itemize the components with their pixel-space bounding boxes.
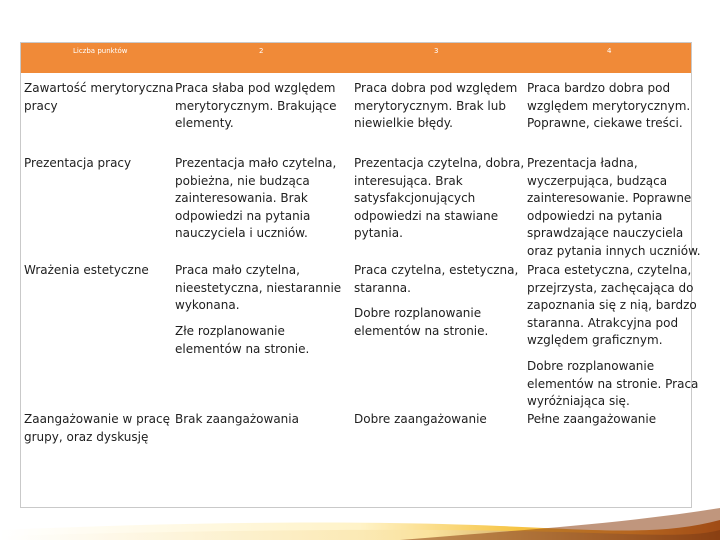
row3-score-2b xyxy=(175,323,309,358)
criterion-aesthetics xyxy=(24,262,149,280)
text-line: nauczyciela i uczniów. xyxy=(175,226,308,240)
header-score-4: 4 xyxy=(607,47,612,55)
text-line: pytania. xyxy=(354,226,403,240)
text-line: staranna. xyxy=(354,280,411,295)
row3-score-2a xyxy=(175,262,341,315)
text-line: Dobre rozplanowanie xyxy=(527,359,655,373)
table-header xyxy=(21,43,691,73)
text-line: merytorycznym. Brak lub xyxy=(354,98,506,113)
text-line: satysfakcjonujących xyxy=(354,191,476,205)
row1-score-3 xyxy=(354,80,517,133)
text-line: Praca słaba pod względem xyxy=(175,81,336,95)
text-line: Praca bardzo dobra pod xyxy=(527,81,671,95)
text-line: Prezentacja mało czytelna, xyxy=(175,156,337,170)
text-line: Praca mało czytelna, xyxy=(175,263,300,277)
text-line: Praca estetyczna, czytelna, xyxy=(527,263,692,277)
header-score-3: 3 xyxy=(434,47,439,55)
text-line: elementów na stronie. Praca xyxy=(527,376,699,391)
row4-score-2 xyxy=(175,411,299,429)
row4-score-3 xyxy=(354,411,487,429)
criterion-presentation xyxy=(24,155,131,173)
text-line: Poprawne, ciekawe treści. xyxy=(527,116,683,130)
text-line: zainteresowanie. Poprawne xyxy=(527,191,692,205)
text-line: wyróżniająca się. xyxy=(527,394,630,408)
row2-score-4 xyxy=(527,155,701,260)
text-line: zapoznania się z nią, bardzo xyxy=(527,298,697,312)
text-line: względem graficznym. xyxy=(527,333,663,347)
row3-score-3a xyxy=(354,262,518,297)
text-line: pobieżna, nie budząca xyxy=(175,173,310,188)
header-points-label: Liczba punktów xyxy=(73,47,128,55)
text-line: odpowiedzi na pytania xyxy=(175,208,311,223)
row1-score-2 xyxy=(175,80,336,133)
text-line: odpowiedzi na pytania xyxy=(527,208,663,223)
row3-score-4 xyxy=(527,262,697,350)
row2-score-2 xyxy=(175,155,336,243)
text-line: Prezentacja ładna, xyxy=(527,156,638,170)
text-line: wyczerpująca, budząca xyxy=(527,173,668,188)
text-line: Zawartość merytoryczna xyxy=(24,81,174,95)
text-line: Brak zaangażowania xyxy=(175,412,299,426)
criterion-content xyxy=(24,80,173,115)
text-line: elementy. xyxy=(175,116,234,130)
row3-score-4b xyxy=(527,358,698,411)
criterion-engagement xyxy=(24,411,170,446)
text-line: pracy xyxy=(24,98,58,113)
header-score-2: 2 xyxy=(259,47,264,55)
footer-wave xyxy=(0,500,720,540)
text-line: merytorycznym. Brakujące xyxy=(175,98,337,113)
text-line: odpowiedzi na stawiane xyxy=(354,208,499,223)
text-line: sprawdzające nauczyciela xyxy=(527,226,684,240)
text-line: grupy, oraz dyskusję xyxy=(24,429,149,444)
row1-score-4 xyxy=(527,80,690,133)
text-line: wykonana. xyxy=(175,298,240,312)
text-line: zainteresowania. Brak xyxy=(175,191,308,205)
text-line: Zaangażowanie w pracę xyxy=(24,412,170,426)
text-line: przejrzysta, zachęcająca do xyxy=(527,280,694,295)
text-line: Dobre zaangażowanie xyxy=(354,412,487,426)
text-line: interesująca. Brak xyxy=(354,173,463,188)
text-line: oraz pytania innych uczniów. xyxy=(527,243,701,258)
text-line: Pełne zaangażowanie xyxy=(527,412,657,426)
text-line: Dobre rozplanowanie xyxy=(354,306,482,320)
text-line: elementów na stronie. xyxy=(175,341,310,356)
text-line: Prezentacja czytelna, dobra, xyxy=(354,156,525,170)
text-line: względem merytorycznym. xyxy=(527,98,691,113)
text-line: Praca dobra pod względem xyxy=(354,81,518,95)
row4-score-4 xyxy=(527,411,656,429)
text-line: Wrażenia estetyczne xyxy=(24,263,149,277)
row3-score-3b xyxy=(354,305,488,340)
text-line: Prezentacja pracy xyxy=(24,156,132,170)
text-line: Złe rozplanowanie xyxy=(175,324,285,338)
text-line: nieestetyczna, niestarannie xyxy=(175,280,342,295)
text-line: Praca czytelna, estetyczna, xyxy=(354,263,519,277)
text-line: staranna. Atrakcyjna pod xyxy=(527,315,679,330)
rubric-table xyxy=(20,42,701,508)
row2-score-3 xyxy=(354,155,524,243)
text-line: elementów na stronie. xyxy=(354,323,489,338)
text-line: niewielkie błędy. xyxy=(354,116,453,130)
